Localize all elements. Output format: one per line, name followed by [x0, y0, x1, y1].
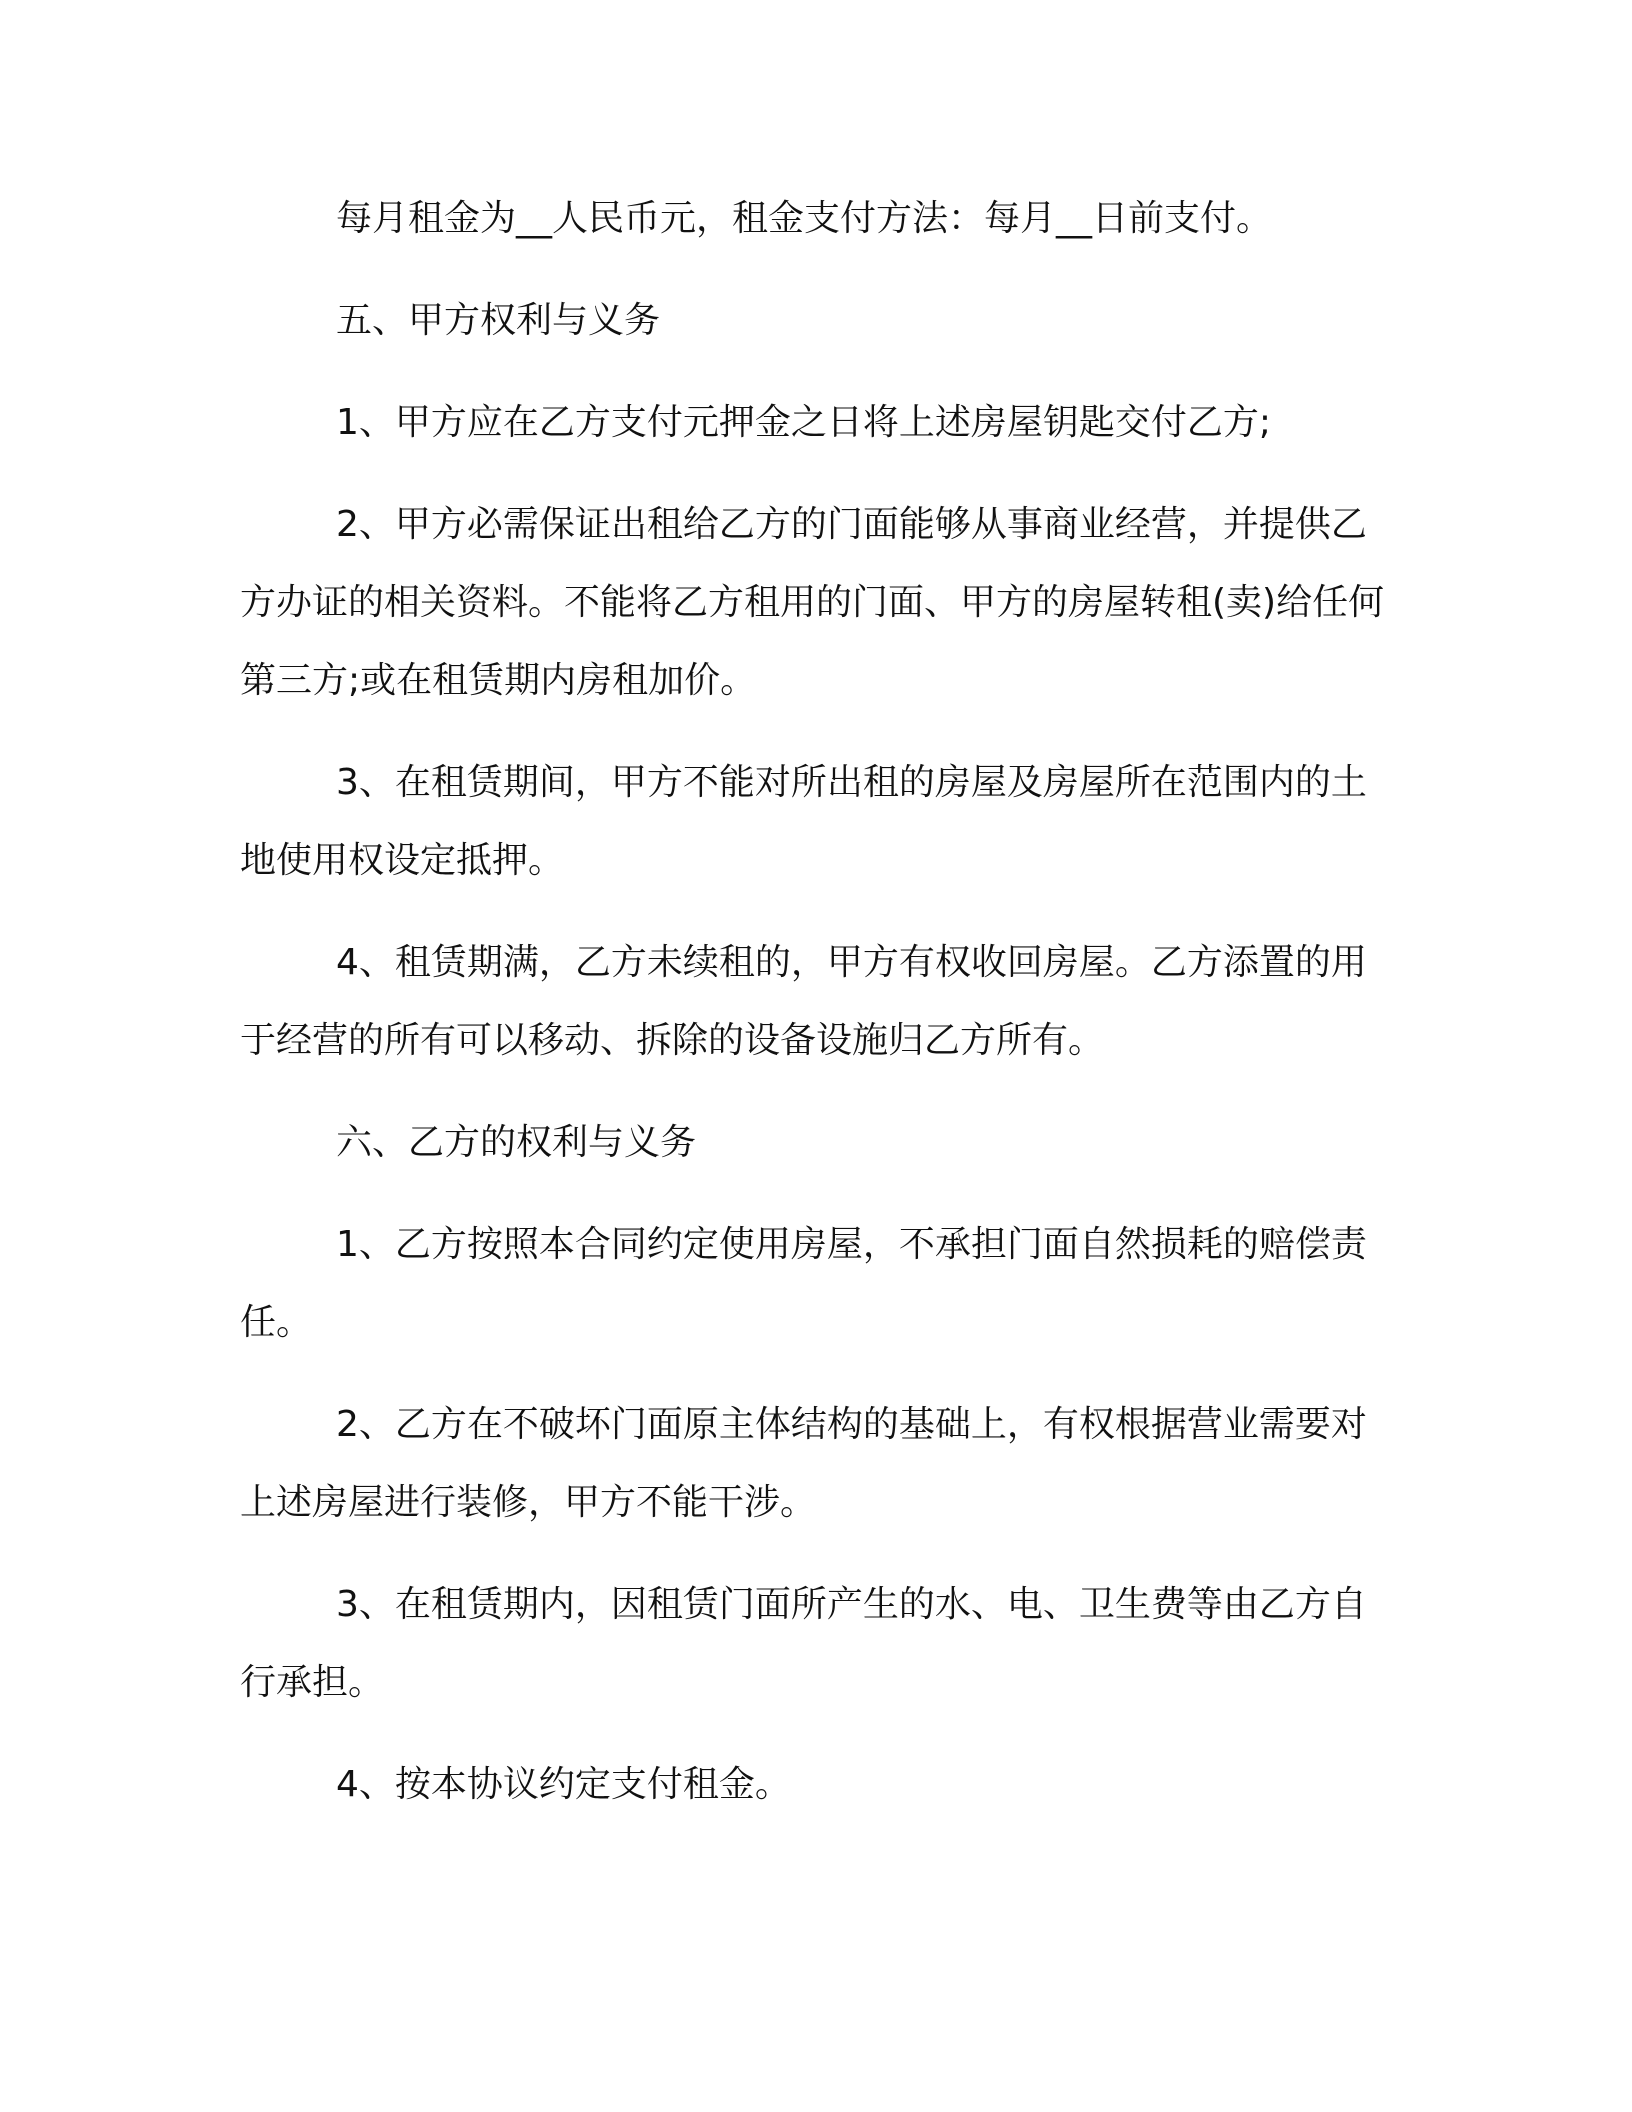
party-a-clause-2: 2、甲方必需保证出租给乙方的门面能够从事商业经营，并提供乙方办证的相关资料。不能将乙方租用的门面、甲方的房屋转租(卖)给任何第三方;或在租赁期内房租加价。 — [240, 504, 1385, 701]
party-a-clause-3: 3、在租赁期间，甲方不能对所出租的房屋及房屋所在范围内的土地使用权设定抵押。 — [240, 762, 1367, 881]
party-a-clause-4: 4、租赁期满，乙方未续租的，甲方有权收回房屋。乙方添置的用于经营的所有可以移动、拆除的设备设施归乙方所有。 — [240, 942, 1367, 1061]
section-heading-party-b: 六、乙方的权利与义务 — [336, 1122, 697, 1163]
party-b-clause-4: 4、按本协议约定支付租金。 — [336, 1764, 791, 1805]
party-b-clause-3: 3、在租赁期内，因租赁门面所产生的水、电、卫生费等由乙方自行承担。 — [240, 1584, 1367, 1703]
party-a-clause-1: 1、甲方应在乙方支付元押金之日将上述房屋钥匙交付乙方; — [336, 402, 1272, 443]
party-b-clause-1: 1、乙方按照本合同约定使用房屋，不承担门面自然损耗的赔偿责任。 — [240, 1224, 1367, 1343]
section-heading-party-a: 五、甲方权利与义务 — [336, 300, 661, 341]
rent-payment-paragraph: 每月租金为__人民币元，租金支付方法：每月__日前支付。 — [336, 198, 1273, 239]
party-b-clause-2: 2、乙方在不破坏门面原主体结构的基础上，有权根据营业需要对上述房屋进行装修，甲方不能干涉。 — [240, 1404, 1367, 1523]
